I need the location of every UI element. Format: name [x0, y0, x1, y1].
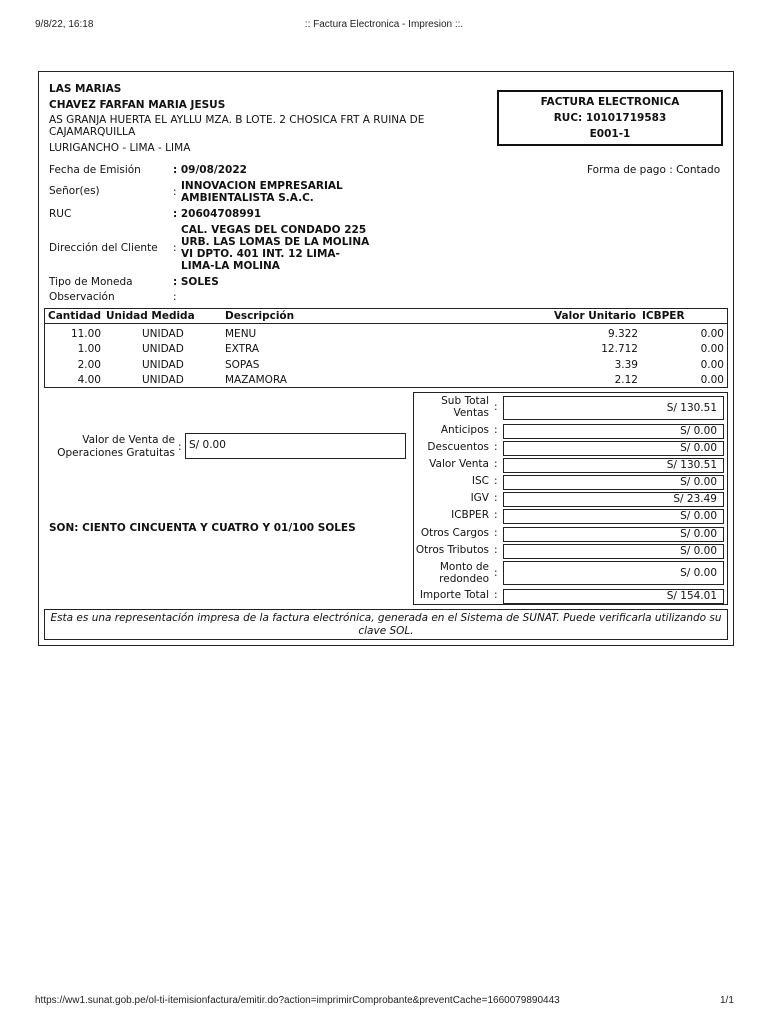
direccion-colon: :: [173, 242, 177, 254]
cell-cantidad: 4.00: [77, 374, 101, 386]
direccion-value-line-3: VI DPTO. 401 INT. 12 LIMA-: [181, 248, 340, 260]
document-number: E001-1: [589, 128, 631, 140]
gratuitas-label-line-2: Operaciones Gratuitas: [57, 447, 175, 459]
cell-cantidad: 1.00: [77, 343, 101, 355]
colon: :: [494, 475, 498, 487]
ruc-label: RUC: [49, 208, 72, 220]
forma-pago: Forma de pago : Contado: [587, 164, 721, 176]
cell-valor-unitario: 3.39: [614, 359, 638, 371]
print-page-title: :: Factura Electronica - Impresion ::.: [304, 19, 464, 30]
cell-valor-unitario: 12.712: [601, 343, 638, 355]
anticipos-label: Anticipos: [440, 424, 489, 436]
importe-total-label: Importe Total: [419, 589, 489, 601]
print-page-number: 1/1: [720, 995, 734, 1006]
document-type: FACTURA ELECTRONICA: [540, 96, 680, 108]
header-valor-unitario: Valor Unitario: [554, 310, 636, 322]
senor-label: Señor(es): [49, 185, 100, 197]
descuentos-value: S/ 0.00: [503, 441, 724, 456]
colon: :: [494, 589, 498, 601]
fecha-emision-label: Fecha de Emisión: [49, 164, 141, 176]
issuer-district: LURIGANCHO - LIMA - LIMA: [49, 142, 191, 154]
otros-tributos-label: Otros Tributos: [415, 544, 489, 556]
ruc-value: : 20604708991: [173, 208, 262, 220]
senor-value-line-2: AMBIENTALISTA S.A.C.: [181, 192, 314, 204]
header-unidad-medida: Unidad Medida: [106, 310, 195, 322]
cell-unidad: UNIDAD: [142, 328, 184, 340]
direccion-value-line-2: URB. LAS LOMAS DE LA MOLINA: [181, 236, 370, 248]
colon: :: [494, 441, 498, 453]
otros-cargos-label: Otros Cargos: [420, 527, 489, 539]
header-icbper: ICBPER: [642, 310, 685, 322]
sub-total-label-2: Ventas: [453, 407, 489, 419]
document-ruc: RUC: 10101719583: [553, 112, 667, 124]
cell-unidad: UNIDAD: [142, 343, 184, 355]
icbper-label: ICBPER: [451, 509, 489, 521]
gratuitas-colon: :: [178, 441, 182, 453]
igv-value: S/ 23.49: [503, 492, 724, 507]
otros-cargos-value: S/ 0.00: [503, 527, 724, 542]
sub-total-label-1: Sub Total: [441, 395, 489, 407]
moneda-label: Tipo de Moneda: [49, 276, 133, 288]
items-table-header: [45, 309, 727, 324]
fecha-emision-value: : 09/08/2022: [173, 164, 247, 176]
cell-icbper: 0.00: [700, 374, 724, 386]
document-type-box: [497, 90, 723, 146]
cell-icbper: 0.00: [700, 359, 724, 371]
invoice-document: [38, 71, 734, 646]
items-table: [44, 308, 728, 388]
totals-panel: [413, 392, 728, 605]
icbper-value: S/ 0.00: [503, 509, 724, 524]
print-url: https://ww1.sunat.gob.pe/ol-ti-itemisionfactura/emitir.do?action=imprimirComprobante&preventCache=1660079890443: [35, 995, 560, 1006]
isc-label: ISC: [471, 475, 489, 487]
colon: :: [494, 527, 498, 539]
issuer-address-line-1: AS GRANJA HUERTA EL AYLLU MZA. B LOTE. 2 CHOSICA FRT A RUINA DE: [49, 114, 425, 126]
cell-descripcion: MENU: [225, 328, 257, 340]
anticipos-value: S/ 0.00: [503, 424, 724, 439]
observacion-value: :: [173, 291, 177, 303]
header-descripcion: Descripción: [225, 310, 295, 322]
igv-label: IGV: [470, 492, 489, 504]
redondeo-value: S/ 0.00: [503, 561, 724, 585]
senor-colon: :: [173, 186, 177, 198]
cell-descripcion: EXTRA: [225, 343, 260, 355]
senor-value-line-1: INNOVACION EMPRESARIAL: [181, 180, 343, 192]
importe-total-value: S/ 154.01: [503, 589, 724, 604]
observacion-label: Observación: [49, 291, 115, 303]
gratuitas-value-box: S/ 0.00: [185, 433, 406, 459]
otros-tributos-value: S/ 0.00: [503, 544, 724, 559]
colon: :: [494, 492, 498, 504]
sub-total-value: S/ 130.51: [503, 396, 724, 420]
isc-value: S/ 0.00: [503, 475, 724, 490]
colon: :: [494, 509, 498, 521]
cell-valor-unitario: 2.12: [614, 374, 638, 386]
direccion-label: Dirección del Cliente: [49, 242, 158, 254]
cell-descripcion: MAZAMORA: [225, 374, 287, 386]
colon: :: [494, 544, 498, 556]
cell-unidad: UNIDAD: [142, 374, 184, 386]
valor-venta-value: S/ 130.51: [503, 458, 724, 473]
print-datetime: 9/8/22, 16:18: [35, 19, 94, 30]
redondeo-label-1: Monto de: [439, 561, 489, 573]
cell-cantidad: 11.00: [70, 328, 101, 340]
amount-in-words: SON: CIENTO CINCUENTA Y CUATRO Y 01/100 SOLES: [49, 522, 356, 534]
moneda-value: : SOLES: [173, 276, 219, 288]
colon: :: [494, 458, 498, 470]
sunat-representation-note: Esta es una representación impresa de la factura electrónica, generada en el Sistema de SUNAT. Puede verificarla utilizando su clave SOL.: [44, 609, 728, 640]
gratuitas-label-line-1: Valor de Venta de: [82, 434, 175, 446]
issuer-name: CHAVEZ FARFAN MARIA JESUS: [49, 99, 226, 111]
direccion-value-line-4: LIMA-LA MOLINA: [181, 260, 280, 272]
redondeo-label-2: redondeo: [439, 573, 489, 585]
issuer-trade-name: LAS MARIAS: [49, 83, 122, 95]
colon: :: [494, 424, 498, 436]
cell-cantidad: 2.00: [77, 359, 101, 371]
issuer-address-line-2: CAJAMARQUILLA: [49, 126, 136, 138]
direccion-value-line-1: CAL. VEGAS DEL CONDADO 225: [181, 224, 367, 236]
colon: :: [494, 567, 498, 579]
cell-icbper: 0.00: [700, 328, 724, 340]
valor-venta-label: Valor Venta: [429, 458, 489, 470]
cell-unidad: UNIDAD: [142, 359, 184, 371]
header-cantidad: Cantidad: [48, 310, 102, 322]
descuentos-label: Descuentos: [427, 441, 489, 453]
colon: :: [494, 401, 498, 413]
cell-icbper: 0.00: [700, 343, 724, 355]
cell-descripcion: SOPAS: [225, 359, 260, 371]
cell-valor-unitario: 9.322: [607, 328, 638, 340]
